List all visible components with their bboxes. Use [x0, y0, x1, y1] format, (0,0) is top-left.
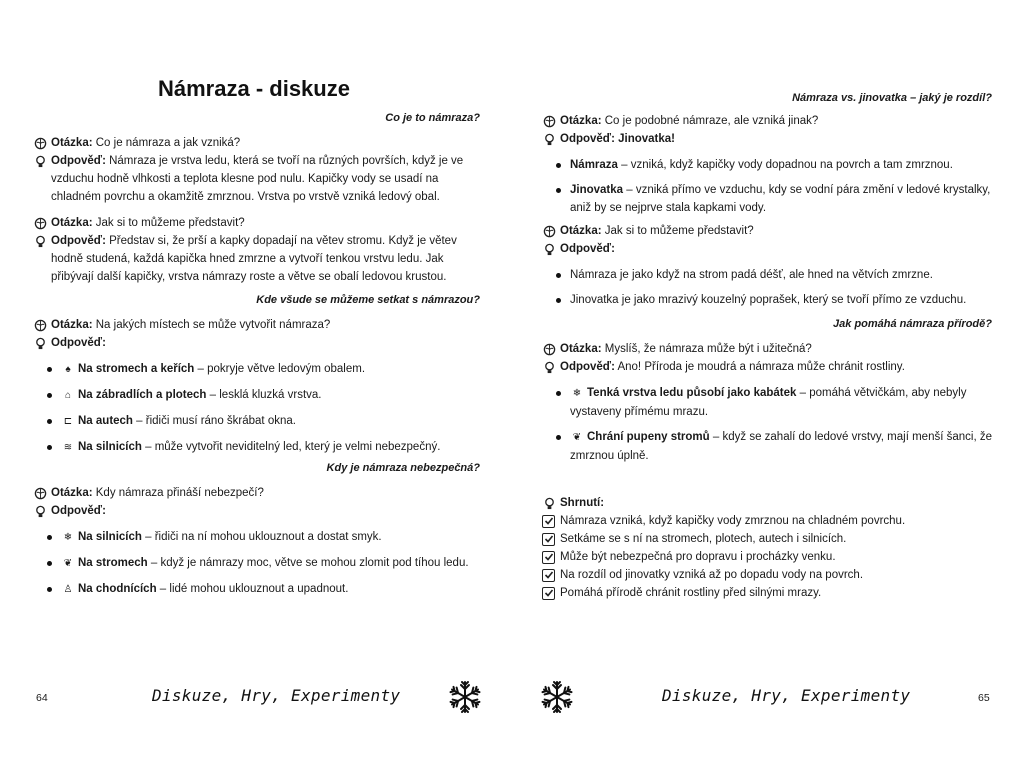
question-text: Co je podobné námraze, ale vzniká jinak?	[604, 115, 819, 127]
section-heading: Kde všude se můžeme setkat s námrazou?	[256, 294, 480, 306]
answer-label: Odpověď:	[560, 361, 615, 373]
summary-header	[542, 494, 1002, 512]
item-text: – když se zahalí do ledové vrstvy, mají menší šanci, že zmrznou úplně.	[570, 431, 992, 462]
plant-icon: ❦	[572, 432, 582, 443]
snowflake-icon	[448, 680, 482, 714]
page-number: 64	[36, 692, 48, 704]
checkbox-checked-icon	[542, 551, 555, 564]
right-page	[512, 0, 1024, 768]
lightbulb-icon	[542, 496, 556, 510]
checkbox-checked-icon	[542, 569, 555, 582]
answer-line	[33, 502, 483, 520]
answer-line	[542, 358, 997, 376]
checklist-item	[542, 512, 1002, 530]
answer-line	[33, 334, 483, 352]
lightbulb-icon	[33, 234, 47, 248]
brain-icon	[33, 486, 47, 500]
answer-text: Ano! Příroda je moudrá a námraza může chránit rostliny.	[617, 361, 905, 373]
checklist-text: Pomáhá přírodě chránit rostliny před silnými mrazy.	[560, 587, 822, 599]
answer-label: Odpověď:	[560, 243, 615, 255]
item-text: – řidiči na ní mohou uklouznout a dostat smyk.	[141, 531, 382, 543]
road-icon: ≋	[63, 442, 73, 453]
page-title: Námraza - diskuze	[158, 76, 350, 101]
question-label: Otázka:	[560, 225, 602, 237]
bullet-list	[33, 360, 483, 457]
question-line	[33, 134, 483, 152]
list-item	[47, 412, 483, 431]
question-label: Otázka:	[51, 319, 93, 331]
lightbulb-icon	[33, 154, 47, 168]
answer-text: Námraza je vrstva ledu, která se tvoří na různých površích, když je ve vzduchu hodně vlhkosti a teplota klesne pod nulu. Kapičky vody se usadí na chladném povrchu a okamžitě zmrznou. Vrstva po vrstvě vzniká ledový obal.	[51, 155, 464, 203]
checklist-item	[542, 548, 1002, 566]
item-bold: Na silnicích	[78, 531, 142, 543]
checklist-item	[542, 584, 1002, 602]
item-text: – pomáhá větvičkám, aby nebyly vystaveny přímému mrazu.	[570, 387, 967, 418]
lightbulb-icon	[33, 504, 47, 518]
question-label: Otázka:	[51, 217, 93, 229]
item-text: – lesklá kluzká vrstva.	[206, 389, 322, 401]
question-text: Jak si to můžeme představit?	[95, 217, 245, 229]
item-bold: Na autech	[78, 415, 133, 427]
lightbulb-icon	[33, 336, 47, 350]
section-heading: Kdy je námraza nebezpečná?	[326, 462, 480, 474]
item-bold: Tenká vrstva ledu působí jako kabátek	[587, 387, 797, 399]
brain-icon	[542, 224, 556, 238]
qa-block	[542, 222, 997, 316]
question-line	[33, 214, 483, 232]
bullet-list	[33, 528, 483, 599]
lightbulb-icon	[542, 360, 556, 374]
question-line	[542, 340, 997, 358]
list-item	[47, 528, 483, 547]
plant-icon: ❦	[63, 558, 73, 569]
list-item	[556, 156, 997, 174]
list-item	[556, 384, 997, 421]
checklist-item	[542, 566, 1002, 584]
list-item	[556, 291, 997, 309]
list-item	[47, 580, 483, 599]
item-bold: Na stromech	[78, 557, 148, 569]
brain-icon	[33, 216, 47, 230]
bullet-list	[542, 156, 997, 217]
item-text: – vzniká přímo ve vzduchu, kdy se vodní pára změní v ledové krystalky, aniž by se nejprve stala kapkami vody.	[570, 184, 991, 214]
item-text: – vzniká, když kapičky vody dopadnou na povrch a tam zmrznou.	[617, 159, 953, 171]
checkbox-checked-icon	[542, 533, 555, 546]
qa-block	[33, 316, 483, 464]
qa-block	[542, 112, 997, 224]
brain-icon	[542, 342, 556, 356]
answer-label: Odpověď:	[51, 505, 106, 517]
qa-block	[33, 134, 483, 206]
answer-text: Představ si, že prší a kapky dopadají na větev stromu. Když je větev hodně studená, každá kapička hned zmrzne a vytvoří tenkou vrstvu ledu. Jak přibývají další kapičky, vrstva námrazy roste a větve se obalí ledovou krustou.	[51, 235, 457, 283]
item-text: Jinovatka je jako mrazivý kouzelný poprašek, který se tvoří přímo ze vzduchu.	[570, 294, 967, 306]
snowflake-icon	[540, 680, 574, 714]
qa-block	[542, 340, 997, 472]
summary-box	[542, 494, 1002, 602]
checklist-text: Na rozdíl od jinovatky vzniká až po dopadu vody na povrch.	[560, 569, 864, 581]
item-bold: Na silnicích	[78, 441, 142, 453]
checklist-item	[542, 530, 1002, 548]
list-item	[556, 266, 997, 284]
qa-block	[33, 214, 483, 286]
bullet-list	[542, 266, 997, 309]
item-bold: Námraza	[570, 159, 618, 171]
checklist-text: Setkáme se s ní na stromech, plotech, autech i silnicích.	[560, 533, 847, 545]
item-text: – pokryje větve ledovým obalem.	[194, 363, 366, 375]
tree-icon: ♠	[65, 364, 71, 375]
footer-title: Diskuze, Hry, Experimenty	[152, 686, 401, 705]
section-heading: Co je to námraza?	[385, 112, 480, 124]
item-text: – řidiči musí ráno škrábat okna.	[132, 415, 296, 427]
footer-title: Diskuze, Hry, Experimenty	[662, 686, 911, 705]
question-text: Jak si to můžeme představit?	[604, 225, 754, 237]
item-text: – když je námrazy moc, větve se mohou zlomit pod tíhou ledu.	[147, 557, 469, 569]
item-bold: Chrání pupeny stromů	[587, 431, 710, 443]
answer-line	[33, 232, 483, 286]
section-heading: Námraza vs. jinovatka – jaký je rozdíl?	[792, 92, 992, 104]
list-item	[47, 386, 483, 405]
question-label: Otázka:	[51, 487, 93, 499]
answer-label: Odpověď:	[51, 155, 106, 167]
checkbox-checked-icon	[542, 515, 555, 528]
question-line	[33, 316, 483, 334]
snowflake-icon: ❄	[572, 388, 582, 399]
item-text: Námraza je jako když na strom padá déšť, ale hned na větvích zmrzne.	[570, 269, 933, 281]
item-bold: Na zábradlích a plotech	[78, 389, 207, 401]
snowflake-icon: ❄	[63, 532, 73, 543]
question-text: Kdy námraza přináší nebezpečí?	[95, 487, 264, 499]
question-line	[542, 112, 997, 130]
answer-line	[33, 152, 483, 206]
question-label: Otázka:	[560, 115, 602, 127]
answer-line	[542, 240, 997, 258]
qa-block	[33, 484, 483, 606]
list-item	[556, 428, 997, 465]
question-text: Myslíš, že námraza může být i užitečná?	[604, 343, 812, 355]
bullet-list	[542, 384, 997, 465]
list-item	[47, 438, 483, 457]
lightbulb-icon	[542, 242, 556, 256]
question-line	[33, 484, 483, 502]
answer-line	[542, 130, 997, 148]
lightbulb-icon	[542, 132, 556, 146]
item-bold: Na chodnících	[78, 583, 157, 595]
section-heading: Jak pomáhá námraza přírodě?	[833, 318, 992, 330]
item-bold: Na stromech a keřích	[78, 363, 195, 375]
checklist-text: Může být nebezpečná pro dopravu i procházky venku.	[560, 551, 836, 563]
question-text: Co je námraza a jak vzniká?	[95, 137, 241, 149]
question-label: Otázka:	[51, 137, 93, 149]
brain-icon	[33, 136, 47, 150]
item-bold: Jinovatka	[570, 184, 624, 196]
answer-label: Odpověď:	[560, 133, 615, 145]
list-item	[556, 181, 997, 217]
checkbox-checked-icon	[542, 587, 555, 600]
checklist-text: Námraza vzniká, když kapičky vody zmrznou na chladném povrchu.	[560, 515, 906, 527]
list-item	[47, 360, 483, 379]
question-label: Otázka:	[560, 343, 602, 355]
answer-label: Odpověď:	[51, 337, 106, 349]
car-icon: ⊏	[63, 416, 73, 427]
walking-person-icon: ♙	[63, 584, 73, 595]
list-item	[47, 554, 483, 573]
page-number: 65	[978, 692, 990, 704]
summary-label: Shrnutí:	[560, 497, 605, 509]
brain-icon	[542, 114, 556, 128]
answer-text: Jinovatka!	[618, 133, 675, 145]
brain-icon	[33, 318, 47, 332]
house-icon: ⌂	[64, 390, 72, 401]
answer-label: Odpověď:	[51, 235, 106, 247]
question-text: Na jakých místech se může vytvořit námraza?	[95, 319, 331, 331]
item-text: – může vytvořit neviditelný led, který je velmi nebezpečný.	[141, 441, 441, 453]
question-line	[542, 222, 997, 240]
item-text: – lidé mohou uklouznout a upadnout.	[156, 583, 349, 595]
